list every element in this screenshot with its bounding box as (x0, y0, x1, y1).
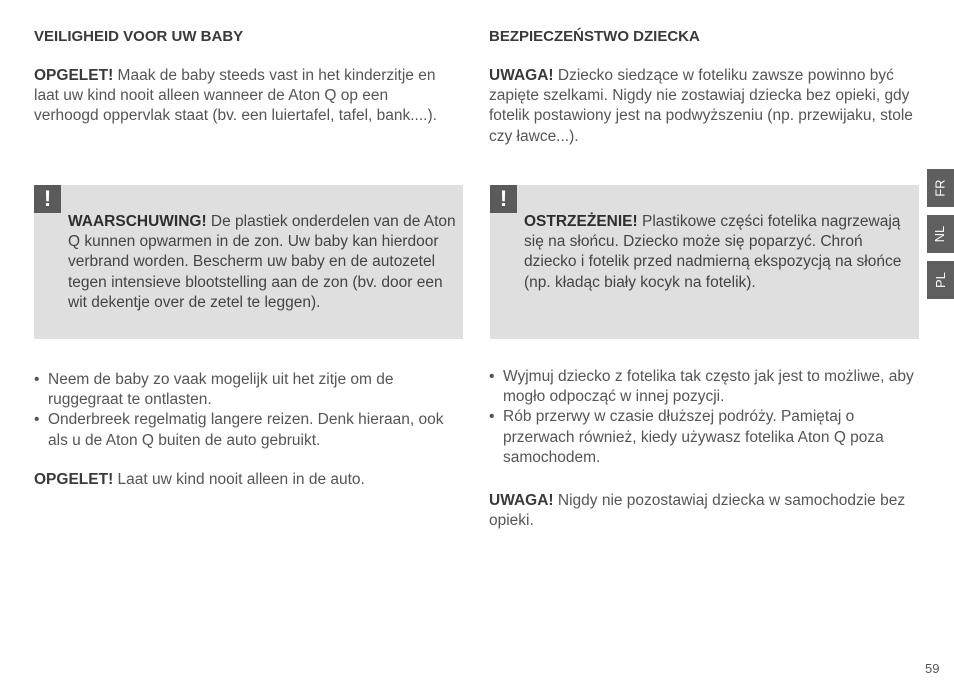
exclamation-icon: ! (34, 185, 61, 213)
right-note-paragraph (489, 491, 917, 531)
right-bullet-list (489, 367, 921, 468)
right-intro-paragraph (489, 66, 914, 147)
left-bullet-list (34, 370, 454, 451)
left-note-lead: OPGELET! (34, 471, 114, 488)
left-warning-paragraph (68, 212, 459, 313)
left-intro-paragraph (34, 66, 454, 127)
right-section-heading: BEZPIECZEŃSTWO DZIECKA (489, 28, 700, 45)
right-note-text: Nigdy nie pozostawiaj dziecka w samochodzie bez opieki. (489, 492, 906, 530)
right-warning-box (490, 185, 919, 339)
list-item: • Rób przerwy w czasie dłuższej podróży. Pamiętaj o przerwach również, kiedy używasz fotelika Aton Q poza samochodem. (489, 407, 921, 468)
page-number: 59 (925, 661, 940, 676)
tab-language-nl[interactable]: NL (927, 215, 954, 253)
list-item: • Neem de baby zo vaak mogelijk uit het zitje om de ruggegraat te ontlasten. (34, 370, 454, 410)
left-note-text: Laat uw kind nooit alleen in de auto. (113, 471, 365, 488)
left-intro-lead: OPGELET! (34, 67, 114, 84)
left-intro-text: Maak de baby steeds vast in het kinderzitje en laat uw kind nooit alleen wanneer de Aton Q op een verhoogd oppervlak staat (bv. een luiertafel, tafel, bank....). (34, 67, 437, 125)
right-warning-text: Plastikowe części fotelika nagrzewają się na słońcu. Dziecko może się poparzyć. Chroń dziecko i fotelik przed nadmierną ekspozycją na słońce (np. kładąc biały kocyk na fotelik). (524, 213, 902, 291)
tab-language-pl[interactable]: PL (927, 261, 954, 299)
list-item: • Wyjmuj dziecko z fotelika tak często jak jest to możliwe, aby mogło odpocząć w innej pozycji. (489, 367, 921, 407)
right-warning-lead: OSTRZEŻENIE! (524, 213, 638, 230)
right-intro-text: Dziecko siedzące w foteliku zawsze powinno być zapięte szelkami. Nigdy nie zostawiaj dziecka bez opieki, gdy fotelik postawiony jest na podwyższeniu (np. przewijaku, stole czy ławce...). (489, 67, 913, 145)
left-section-heading: VEILIGHEID VOOR UW BABY (34, 28, 244, 45)
tab-language-fr[interactable]: FR (927, 169, 954, 207)
exclamation-icon: ! (490, 185, 517, 213)
left-note-paragraph (34, 470, 454, 490)
list-item: • Onderbreek regelmatig langere reizen. Denk hieraan, ook als u de Aton Q buiten de auto gebruikt. (34, 410, 454, 450)
left-warning-text: De plastiek onderdelen van de Aton Q kunnen opwarmen in de zon. Uw baby kan hierdoor verbrand worden. Bescherm uw baby en de autozetel tegen intensieve blootstelling aan de zon (bv. door een wit dekentje over de zetel te leggen). (68, 213, 456, 311)
right-intro-lead: UWAGA! (489, 67, 554, 84)
right-warning-paragraph (524, 212, 905, 293)
right-note-lead: UWAGA! (489, 492, 554, 509)
left-warning-box (34, 185, 463, 339)
left-warning-lead: WAARSCHUWING! (68, 213, 207, 230)
